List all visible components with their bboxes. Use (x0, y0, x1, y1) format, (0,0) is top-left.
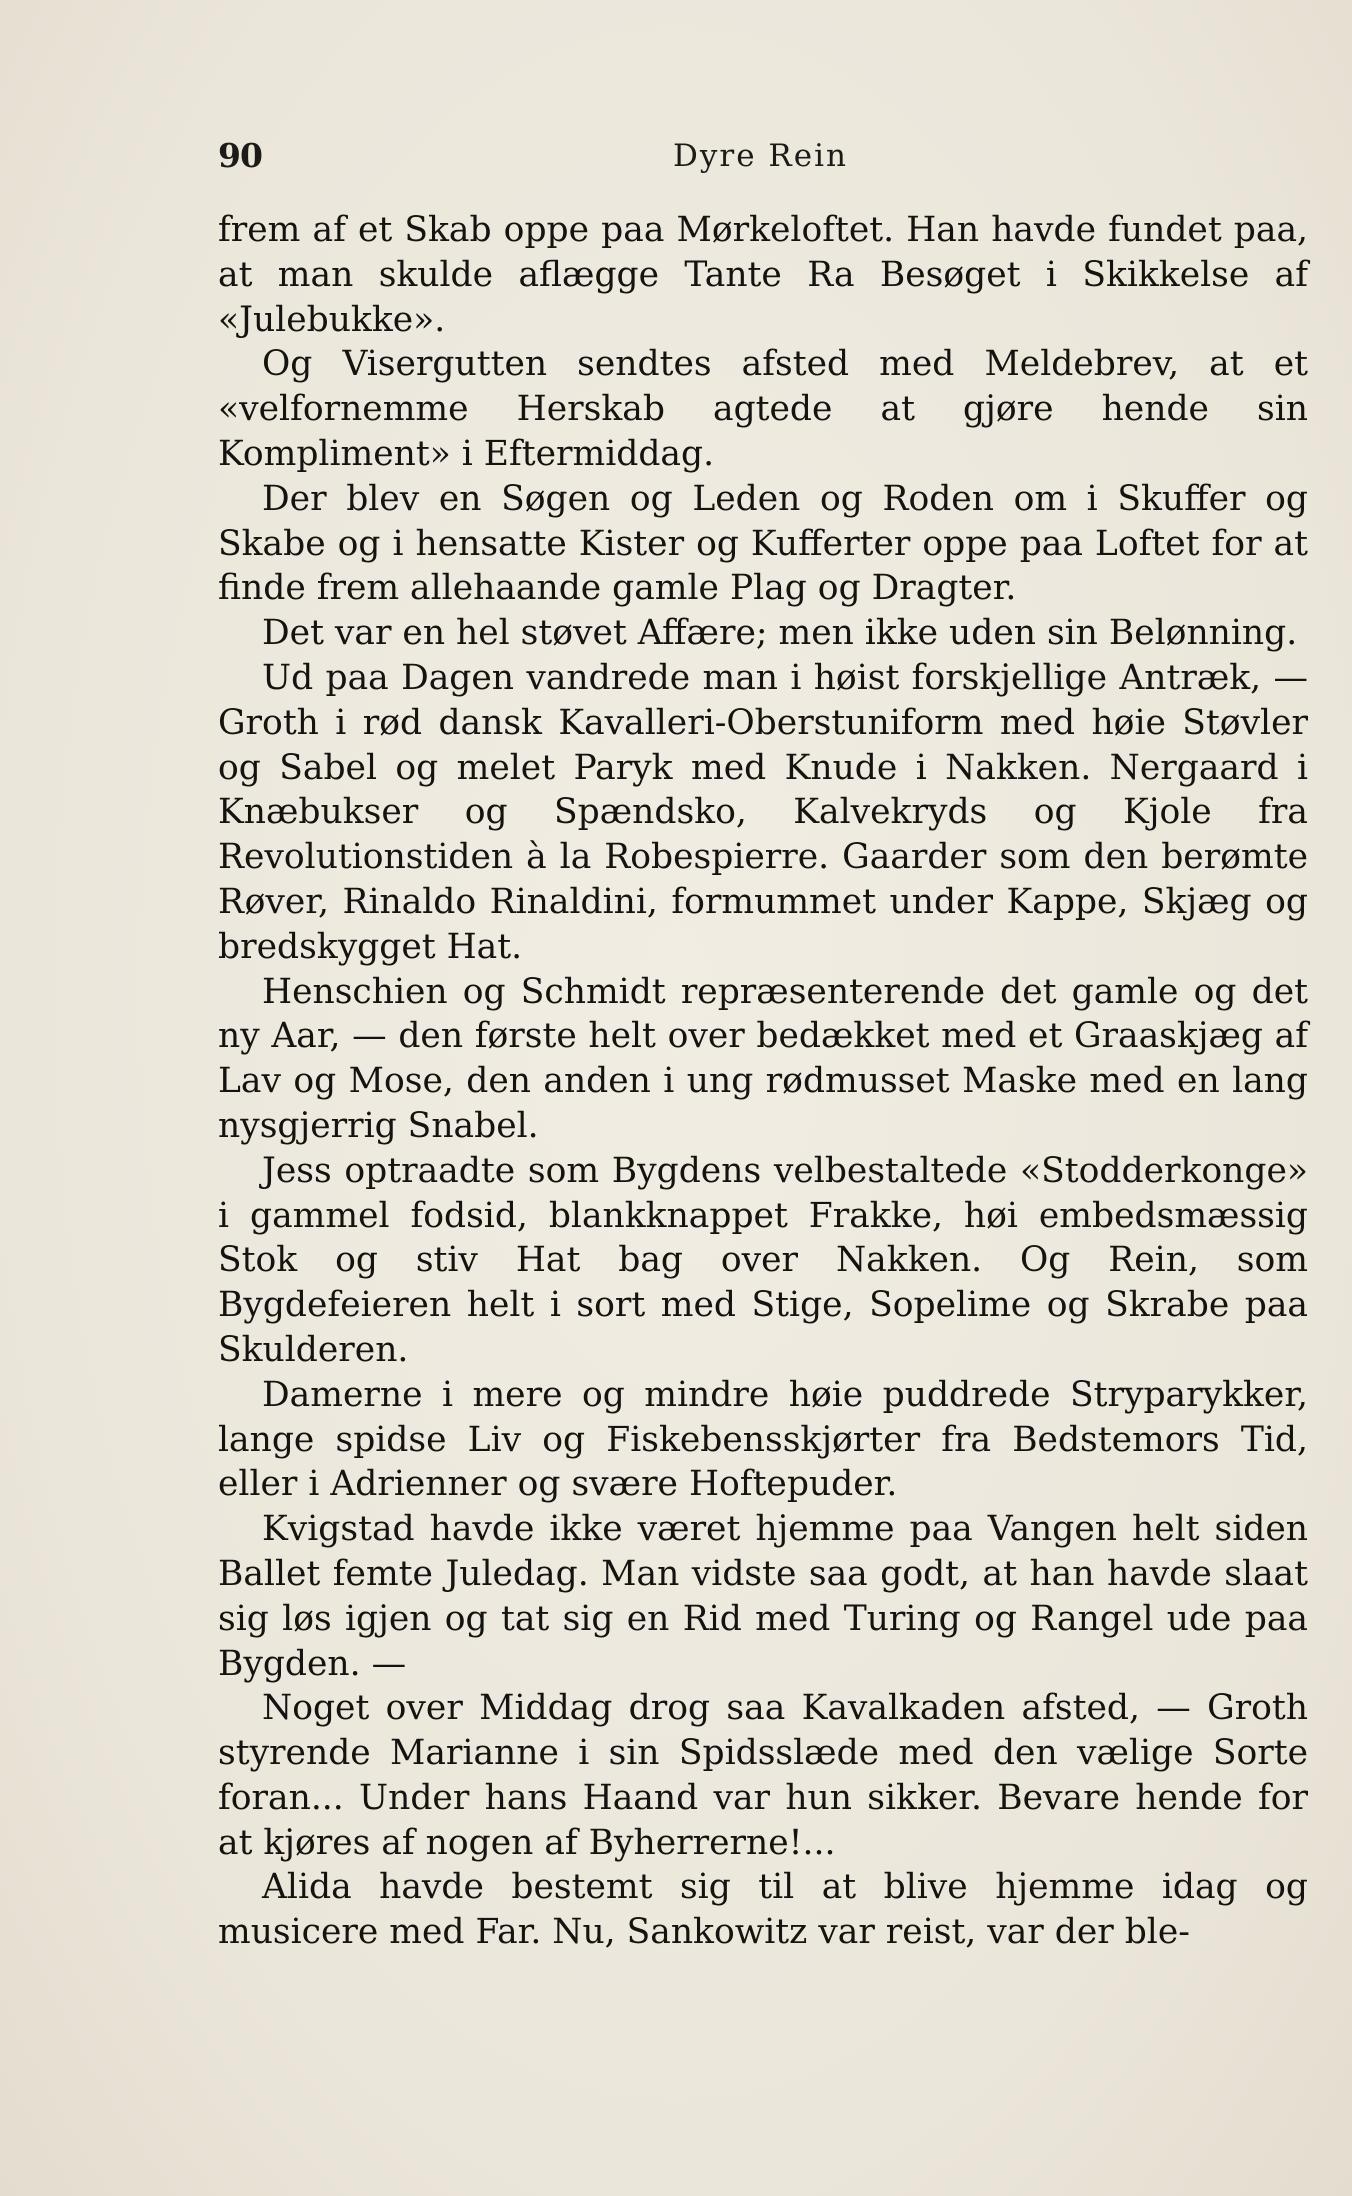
running-title: Dyre Rein (673, 138, 848, 174)
body-text (218, 208, 1308, 1955)
paragraph: Henschien og Schmidt repræsenterende det gamle og det ny Aar, — den første helt over bedækket med et Graaskjæg af Lav og Mose, den anden i ung rødmusset Maske med en lang nysgjerrig Snabel. (218, 971, 1308, 1146)
paragraph: frem af et Skab oppe paa Mørkeloftet. Han havde fundet paa, at man skulde aflægge Tante Ra Besøget i Skikkelse af «Julebukke». (218, 210, 1308, 340)
paragraph: Damerne i mere og mindre høie puddrede Stryparykker, lange spidse Liv og Fiskebensskjørter fra Bedstemors Tid, eller i Adrienner og svære Hoftepuder. (218, 1374, 1308, 1505)
paragraph: Og Visergutten sendtes afsted med Meldebrev, at et «velfornemme Herskab agtede at gjøre hende sin Kompliment» i Eftermiddag. (218, 344, 1308, 474)
paragraph: Jess optraadte som Bygdens velbestaltede «Stodderkonge» i gammel fodsid, blankknappet Frakke, høi embedsmæssig Stok og stiv Hat bag over Nakken. Og Rein, som Bygdefeieren helt i sort med Stige, Sopelime og Skrabe paa Skulderen. (218, 1150, 1308, 1370)
paragraph: Kvigstad havde ikke været hjemme paa Vangen helt siden Ballet femte Juledag. Man vidste saa godt, at han havde slaat sig løs igjen og tat sig en Rid med Turing og Rangel ude paa Bygden. — (218, 1509, 1308, 1684)
paragraph: Alida havde bestemt sig til at blive hjemme idag og musicere med Far. Nu, Sankowitz var reist, var der ble- (218, 1867, 1308, 1953)
paragraph: Ud paa Dagen vandrede man i høist forskjellige Antræk, — Groth i rød dansk Kavalleri-Oberstuniform med høie Støvler og Sabel og melet Paryk med Knude i Nakken. Nergaard i Knæbukser og Spændsko, Kalvekryds og Kjole fra Revolutionstiden à la Robespierre. Gaarder som den berømte Røver, Rinaldo Rinaldini, formummet under Kappe, Skjæg og bredskygget Hat. (218, 657, 1308, 967)
paragraph: Det var en hel støvet Affære; men ikke uden sin Belønning. (262, 613, 1298, 654)
paragraph: Noget over Middag drog saa Kavalkaden afsted, — Groth styrende Marianne i sin Spidsslæde med den vælige Sorte foran... Under hans Haand var hun sikker. Bevare hende for at kjøres af nogen af Byherrerne!... (218, 1688, 1308, 1863)
page-number: 90 (218, 136, 262, 175)
paragraph: Der blev en Søgen og Leden og Roden om i Skuffer og Skabe og i hensatte Kister og Kufferter oppe paa Loftet for at finde frem allehaande gamle Plag og Dragter. (218, 478, 1308, 609)
running-head (218, 136, 1303, 180)
